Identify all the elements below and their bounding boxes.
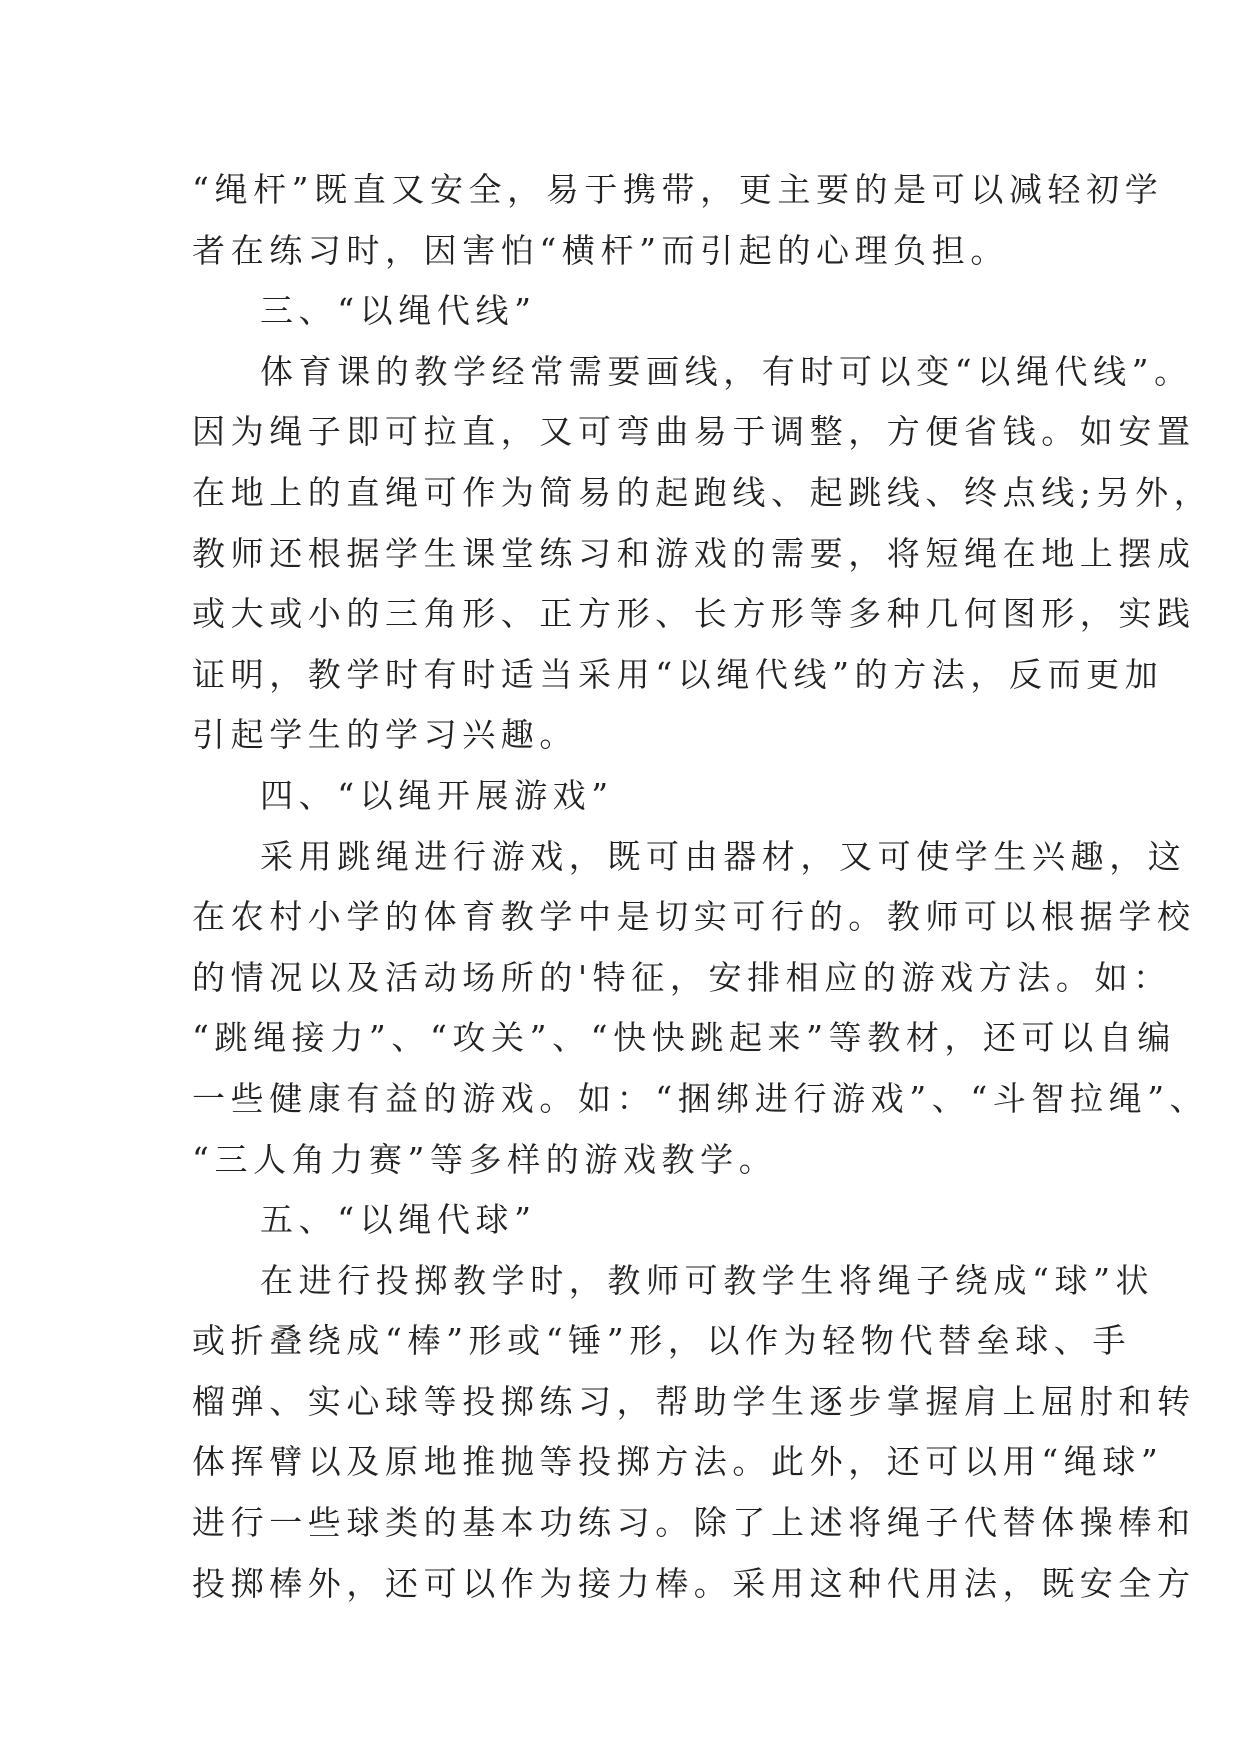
- text-line: 在进行投掷教学时，教师可教学生将绳子绕成“球”状: [260, 1260, 1155, 1300]
- text-line: 在地上的直绳可作为简易的起跑线、起跳线、终点线;另外，: [192, 472, 1213, 512]
- text-line: 投掷棒外，还可以作为接力棒。采用这种代用法，既安全方: [192, 1563, 1196, 1603]
- text-line: 进行一些球类的基本功练习。除了上述将绳子代替体操棒和: [192, 1503, 1196, 1543]
- text-line: 一些健康有益的游戏。如：“捆绑进行游戏”、“斗智拉绳”、: [192, 1078, 1209, 1118]
- text-line: “绳杆”既直又安全，易于携带，更主要的是可以减轻初学: [192, 170, 1164, 209]
- text-line: 因为绳子即可拉直，又可弯曲易于调整，方便省钱。如安置: [192, 412, 1196, 452]
- text-line: 在农村小学的体育教学中是切实可行的。教师可以根据学校: [192, 897, 1196, 937]
- text-line: 体挥臂以及原地推抛等投掷方法。此外，还可以用“绳球”: [192, 1442, 1164, 1482]
- text-line: 或大或小的三角形、正方形、长方形等多种几何图形，实践: [192, 594, 1196, 634]
- text-line: 的情况以及活动场所的'特征，安排相应的游戏方法。如：: [192, 957, 1172, 997]
- section-heading: 四、“以绳开展游戏”: [260, 775, 614, 815]
- text-line: “跳绳接力”、“攻关”、“快快跳起来”等教材，还可以自编: [192, 1018, 1177, 1058]
- text-line: 教师还根据学生课堂练习和游戏的需要，将短绳在地上摆成: [192, 533, 1196, 573]
- section-heading: 五、“以绳代球”: [260, 1200, 537, 1240]
- text-line: 引起学生的学习兴趣。: [192, 715, 578, 755]
- text-line: 采用跳绳进行游戏，既可由器材，又可使学生兴趣，这: [260, 836, 1187, 876]
- body-text: [192, 160, 1213, 1614]
- text-line: 体育课的教学经常需要画线，有时可以变“以绳代线”。: [260, 351, 1193, 391]
- text-line: 者在练习时，因害怕“横杆”而引起的心理负担。: [192, 230, 1009, 270]
- text-line: 证明，教学时有时适当采用“以绳代线”的方法，反而更加: [192, 654, 1164, 694]
- section-heading: 三、“以绳代线”: [260, 291, 537, 331]
- text-line: “三人角力赛”等多样的游戏教学。: [192, 1139, 778, 1179]
- text-line: 榴弹、实心球等投掷练习，帮助学生逐步掌握肩上屈肘和转: [192, 1381, 1196, 1421]
- text-line: 或折叠绕成“棒”形或“锤”形，以作为轻物代替垒球、手: [192, 1321, 1132, 1361]
